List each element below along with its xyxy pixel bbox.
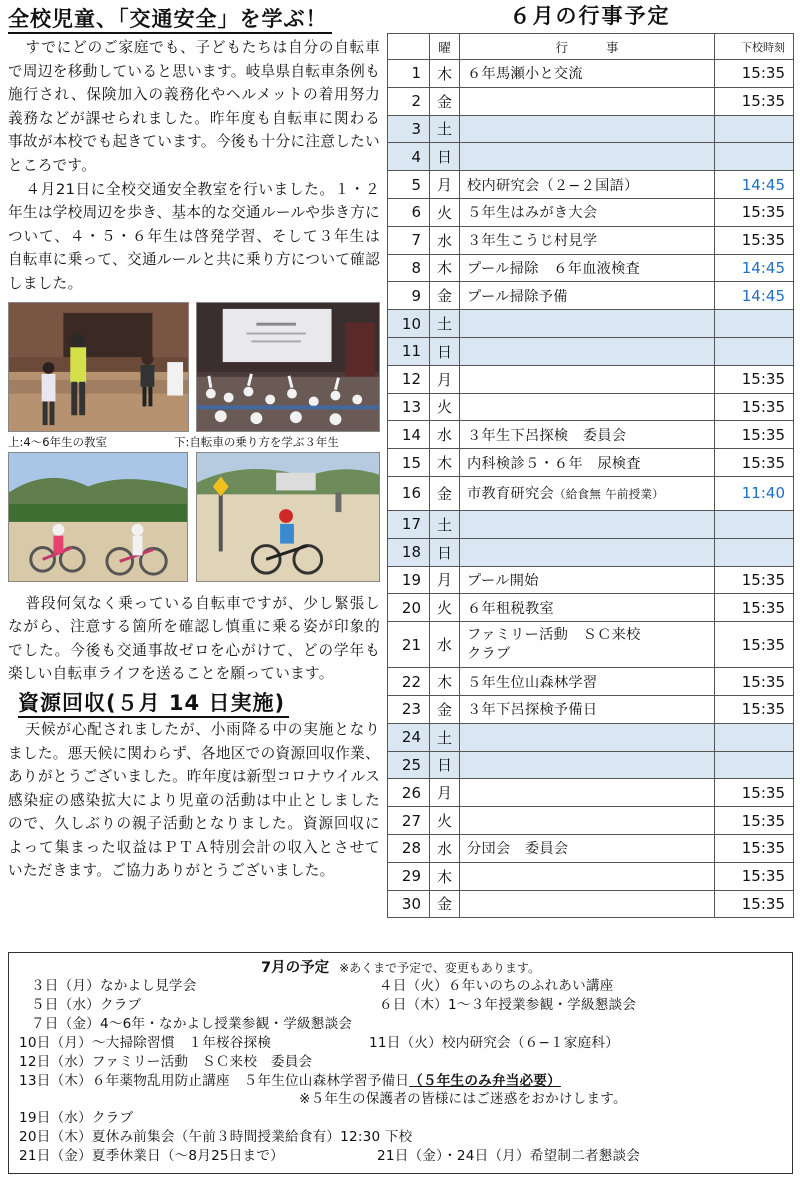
july-item-text: 13日（木）６年薬物乱用防止講座 ５年生位山森林学習予備日 (19, 1073, 410, 1089)
row-dismissal-time: 11:40 (715, 476, 794, 510)
row-dismissal-time: 15:35 (715, 449, 794, 477)
row-weekday: 月 (430, 779, 460, 807)
row-event: ３年生こうじ村見学 (460, 226, 715, 254)
row-dismissal-time (715, 723, 794, 751)
calendar-row (388, 226, 794, 254)
row-weekday: 日 (430, 143, 460, 171)
calendar-row (388, 890, 794, 918)
june-calendar-table (387, 33, 794, 918)
july-item: ７日（金）4〜6年・なかよし授業参観・学級懇談会 (31, 1016, 353, 1032)
row-dismissal-time (715, 310, 794, 338)
row-dismissal-time: 15:35 (715, 198, 794, 226)
photo-projection-class (196, 302, 380, 432)
row-event: プール掃除予備 (460, 282, 715, 310)
row-date: 2 (388, 87, 430, 115)
row-date: 23 (388, 695, 430, 723)
calendar-header-row (388, 34, 794, 60)
row-event (460, 476, 715, 510)
july-item (19, 1072, 561, 1090)
row-date: 22 (388, 668, 430, 696)
traffic-safety-para-1: すでにどのご家庭でも、子どもたちは自分の自転車で周辺を移動していると思います。岐阜県自転車条例も施行され、保険加入の義務化やヘルメットの着用努力義務などが課せられました。昨年度も自転車に関わる事故が本校でも起きています。今後も十分に注意したいところです。 (8, 39, 380, 174)
row-date: 16 (388, 476, 430, 510)
traffic-safety-para-3: 普段何気なく乗っている自転車ですが、少し緊張しながら、注意する箇所を確認し慎重に乗る姿が印象的でした。今後も交通事故ゼロを心がけて、どの学年も楽しい自転車ライフを送ることを願っています。 (8, 594, 380, 683)
traffic-safety-title: 全校児童、「交通安全」を学ぶ！ (8, 4, 332, 34)
row-weekday: 木 (430, 862, 460, 890)
row-date: 18 (388, 538, 430, 566)
row-weekday: 火 (430, 198, 460, 226)
row-date: 20 (388, 594, 430, 622)
row-date: 12 (388, 365, 430, 393)
july-title: 7月の予定 (261, 960, 330, 976)
row-dismissal-time: 15:35 (715, 594, 794, 622)
row-weekday: 日 (430, 538, 460, 566)
row-weekday: 土 (430, 310, 460, 338)
row-weekday: 木 (430, 668, 460, 696)
row-dismissal-time: 15:35 (715, 668, 794, 696)
row-dismissal-time: 15:35 (715, 695, 794, 723)
july-item: 20日（木）夏休み前集会（午前３時間授業給食有）12:30 下校 (19, 1129, 413, 1145)
row-date: 7 (388, 226, 430, 254)
row-event: ５年生はみがき大会 (460, 198, 715, 226)
july-item: ５日（水）クラブ (31, 997, 142, 1013)
calendar-row (388, 834, 794, 862)
row-weekday: 日 (430, 751, 460, 779)
row-event (460, 143, 715, 171)
calendar-row (388, 594, 794, 622)
calendar-row (388, 566, 794, 594)
july-header (9, 959, 792, 977)
row-date: 30 (388, 890, 430, 918)
row-weekday: 金 (430, 695, 460, 723)
row-dismissal-time (715, 751, 794, 779)
row-event (460, 310, 715, 338)
row-event (460, 862, 715, 890)
header-day: 曜 (430, 34, 460, 60)
row-weekday: 水 (430, 622, 460, 668)
row-weekday: 火 (430, 393, 460, 421)
row-date: 3 (388, 115, 430, 143)
row-event (460, 510, 715, 538)
row-dismissal-time: 15:35 (715, 566, 794, 594)
calendar-row (388, 198, 794, 226)
row-event: 内科検診５・６年 尿検査 (460, 449, 715, 477)
row-event: ３年下呂探検予備日 (460, 695, 715, 723)
row-date: 25 (388, 751, 430, 779)
calendar-row (388, 723, 794, 751)
row-event: ６年租税教室 (460, 594, 715, 622)
row-dismissal-time: 14:45 (715, 282, 794, 310)
row-event-text: ファミリー活動 ＳＣ来校 (467, 626, 641, 643)
row-weekday: 月 (430, 365, 460, 393)
row-event (460, 751, 715, 779)
july-item: 21日（金）・24日（月）希望制二者懇談会 (377, 1148, 641, 1164)
row-date: 14 (388, 421, 430, 449)
calendar-row (388, 310, 794, 338)
row-date: 9 (388, 282, 430, 310)
row-event (460, 723, 715, 751)
row-event: プール掃除 ６年血液検査 (460, 254, 715, 282)
july-item: 19日（水）クラブ (19, 1110, 134, 1126)
row-event: ５年生位山森林学習 (460, 668, 715, 696)
july-item: ６日（木）1〜３年授業参観・学級懇談会 (379, 997, 637, 1013)
calendar-row (388, 510, 794, 538)
row-event (460, 337, 715, 365)
left-column (8, 4, 380, 883)
row-dismissal-time: 15:35 (715, 622, 794, 668)
row-dismissal-time: 15:35 (715, 226, 794, 254)
row-dismissal-time (715, 115, 794, 143)
calendar-row (388, 421, 794, 449)
row-date: 13 (388, 393, 430, 421)
row-dismissal-time (715, 337, 794, 365)
july-item: 11日（火）校内研究会（６−１家庭科） (369, 1035, 619, 1051)
row-weekday: 金 (430, 476, 460, 510)
july-item: 21日（金）夏季休業日（〜8月25日まで） (19, 1148, 284, 1164)
photo-bike-practice-1 (8, 452, 188, 582)
row-date: 28 (388, 834, 430, 862)
calendar-row (388, 337, 794, 365)
row-date: 11 (388, 337, 430, 365)
row-weekday: 土 (430, 115, 460, 143)
calendar-title: ６月の行事予定 (509, 4, 671, 28)
calendar-row (388, 60, 794, 88)
row-dismissal-time: 15:35 (715, 834, 794, 862)
row-event: 分団会 委員会 (460, 834, 715, 862)
row-dismissal-time: 15:35 (715, 421, 794, 449)
calendar-row (388, 695, 794, 723)
row-event (460, 779, 715, 807)
row-date: 10 (388, 310, 430, 338)
row-dismissal-time: 15:35 (715, 393, 794, 421)
row-event (460, 807, 715, 835)
row-date: 15 (388, 449, 430, 477)
row-dismissal-time: 15:35 (715, 365, 794, 393)
calendar-row (388, 449, 794, 477)
row-date: 17 (388, 510, 430, 538)
row-event: プール開始 (460, 566, 715, 594)
row-weekday: 水 (430, 421, 460, 449)
photo-bike-practice-2 (196, 452, 380, 582)
row-event (460, 365, 715, 393)
calendar-row (388, 393, 794, 421)
row-date: 27 (388, 807, 430, 835)
row-event: ３年生下呂探検 委員会 (460, 421, 715, 449)
row-event: ６年馬瀬小と交流 (460, 60, 715, 88)
row-date: 5 (388, 171, 430, 199)
row-event: 校内研究会（２−２国語） (460, 171, 715, 199)
row-date: 4 (388, 143, 430, 171)
traffic-safety-para-2: ４月21日に全校交通安全教室を行いました。１・２年生は学校周辺を歩き、基本的な交通ルールや歩き方について、４・５・６年生は啓発学習、そして３年生は自転車に乗って、交通ルールと共に乗り方について確認しました。 (8, 180, 380, 292)
row-weekday: 金 (430, 890, 460, 918)
row-weekday: 金 (430, 282, 460, 310)
row-event (460, 115, 715, 143)
row-weekday: 火 (430, 594, 460, 622)
caption-top: 上:4〜6年生の教室 (8, 434, 108, 449)
row-date: 29 (388, 862, 430, 890)
row-dismissal-time (715, 143, 794, 171)
july-item: 10日（月）〜大掃除習慣 １年桜谷探検 (19, 1035, 272, 1051)
calendar-row (388, 87, 794, 115)
row-dismissal-time: 14:45 (715, 254, 794, 282)
row-date: 8 (388, 254, 430, 282)
calendar-row (388, 751, 794, 779)
july-note: ※あくまで予定で、変更もあります。 (339, 961, 540, 975)
row-date: 1 (388, 60, 430, 88)
row-weekday: 水 (430, 226, 460, 254)
row-event (460, 538, 715, 566)
row-dismissal-time: 15:35 (715, 779, 794, 807)
row-date: 21 (388, 622, 430, 668)
row-weekday: 火 (430, 807, 460, 835)
row-weekday: 木 (430, 254, 460, 282)
row-event-note: （給食無 午前授業） (553, 487, 665, 502)
row-weekday: 金 (430, 87, 460, 115)
calendar-row (388, 476, 794, 510)
photo-grid (8, 302, 380, 586)
row-weekday: 日 (430, 337, 460, 365)
july-lunch-note: （５年生のみ弁当必要） (409, 1073, 561, 1089)
row-event (460, 622, 715, 668)
row-weekday: 月 (430, 566, 460, 594)
calendar-row (388, 668, 794, 696)
row-weekday: 月 (430, 171, 460, 199)
header-num (388, 34, 430, 60)
calendar-row (388, 862, 794, 890)
row-dismissal-time: 15:35 (715, 87, 794, 115)
calendar-row (388, 779, 794, 807)
row-date: 26 (388, 779, 430, 807)
calendar-row (388, 622, 794, 668)
row-weekday: 木 (430, 60, 460, 88)
row-dismissal-time: 15:35 (715, 807, 794, 835)
row-dismissal-time (715, 538, 794, 566)
row-date: 19 (388, 566, 430, 594)
row-weekday: 水 (430, 834, 460, 862)
calendar-row (388, 254, 794, 282)
row-date: 6 (388, 198, 430, 226)
row-event (460, 393, 715, 421)
row-event-text: 市教育研究会 (467, 486, 554, 503)
right-column (387, 0, 793, 918)
resource-collection-title: 資源回収(５月 14 日実施) (18, 688, 289, 718)
row-dismissal-time: 14:45 (715, 171, 794, 199)
header-event: 行事 (460, 34, 715, 60)
photo-gym-officer (8, 302, 189, 432)
row-dismissal-time: 15:35 (715, 862, 794, 890)
calendar-body (388, 60, 794, 918)
row-date: 24 (388, 723, 430, 751)
july-item: ３日（月）なかよし見学会 (31, 978, 197, 994)
calendar-row (388, 282, 794, 310)
row-weekday: 土 (430, 510, 460, 538)
calendar-row (388, 115, 794, 143)
row-event (460, 890, 715, 918)
calendar-row (388, 538, 794, 566)
header-time: 下校時刻 (715, 34, 794, 60)
row-event-text-line2: クラブ (467, 645, 511, 662)
row-weekday: 木 (430, 449, 460, 477)
row-event (460, 87, 715, 115)
july-item: 12日（水）ファミリー活動 ＳＣ来校 委員会 (19, 1054, 313, 1070)
july-item: ※５年生の保護者の皆様にはご迷惑をおかけします。 (299, 1091, 627, 1107)
july-item: ４日（火）６年いのちのふれあい講座 (379, 978, 614, 994)
row-dismissal-time: 15:35 (715, 890, 794, 918)
calendar-row (388, 171, 794, 199)
calendar-row (388, 365, 794, 393)
july-schedule-box (8, 952, 793, 1174)
resource-collection-para: 天候が心配されましたが、小雨降る中の実施となりました。悪天候に関わらず、各地区での資源回収作業、ありがとうございました。昨年度は新型コロナウイルス感染症の感染拡大により児童の活動は中止としましたので、久しぶりの親子活動となりました。資源回収によって集まった収益はＰＴＡ特別会計の収入とさせていただきます。ご協力ありがとうございました。 (8, 720, 380, 880)
row-dismissal-time: 15:35 (715, 60, 794, 88)
row-weekday: 土 (430, 723, 460, 751)
row-dismissal-time (715, 510, 794, 538)
calendar-row (388, 807, 794, 835)
caption-bottom: 下:自転車の乗り方を学ぶ３年生 (174, 434, 339, 449)
calendar-row (388, 143, 794, 171)
